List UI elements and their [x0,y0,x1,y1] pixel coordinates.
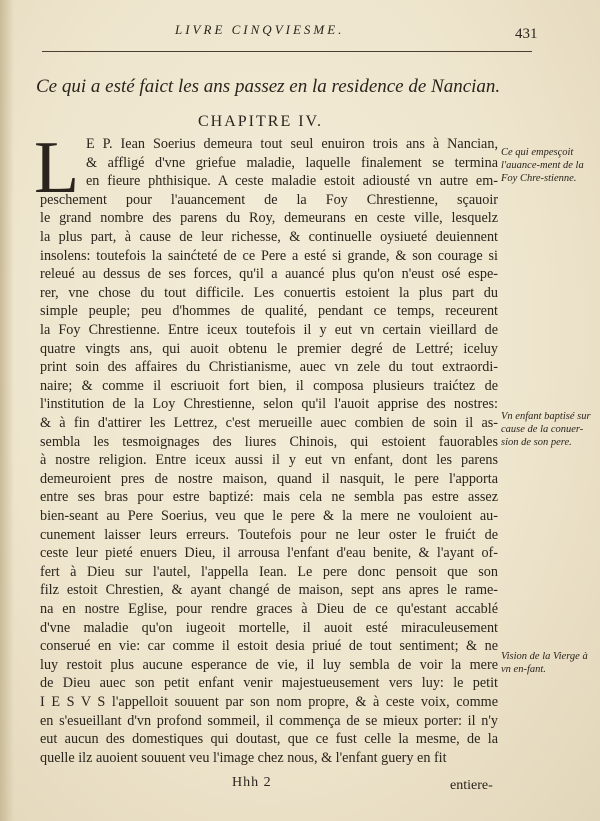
body-line: demeuroient pres de nostre maison, quand il nasquit, le pere l'apporta [40,470,498,487]
body-line: peschement pour l'auancement de la Foy Chrestienne, sçauoir [40,191,498,208]
drop-cap: L [34,127,80,209]
body-line: naire; & comme il escriuoit fort bien, il composa plusieurs traićtez de [40,377,498,394]
page-gutter-shadow [0,0,14,821]
body-line: & affligé d'vne griefue maladie, laquelle finalement se termina [86,154,498,171]
body-line: rer, vne chose du tout difficile. Les conuertis estoient la plus part du [40,284,498,301]
catchword: entiere- [450,778,493,793]
body-line: fert à Dieu sur l'autel, l'appella Iean. Le pere donc pensoit que son [40,563,498,580]
body-line: quelle ilz auoient souuent veu l'image chez nous, & l'enfant guery en fit [40,749,447,766]
body-line: cunement laisser leurs erreurs. Toutefois pour ne leur oster le fruićt de [40,526,498,543]
body-line: eut aucun des domestiques qui doutast, que ce fust celle la mesme, de la [40,731,498,748]
body-line: l'institution de la Loy Chrestienne, selon qu'il l'auoit apprise des nostres: [40,396,498,413]
chapter-summary: Ce qui a esté faict les ans passez en la residence de Nancian. [36,76,501,97]
body-line: E P. Iean Soerius demeura tout seul enuiron trois ans à Nancian, [86,136,498,152]
running-head: LIVRE CINQVIESME. [175,22,345,37]
body-line: print soin des affaires du Christianisme, auec vn zele du tout extraordi- [40,359,498,376]
body-line: à nostre religion. Entre iceux aussi il y eut vn enfant, dont les parens [40,452,498,469]
body-line: luy restoit plus aucune esperance de vie, il luy sembla de voir la mere [40,656,498,673]
body-line: I E S V S l'appelloit souuent par son nom propre, & à ceste voix, comme [40,694,498,710]
margin-note: Vision de la Vierge à vn en-fant. [501,651,588,675]
body-line: na en nostre Eglise, pour rendre graces à Dieu de ce qu'estant accablé [40,601,498,617]
page-number: 431 [515,26,538,42]
body-line: la plus part, à cause de leur richesse, & continuelle oysiueté deuiennent [40,229,498,245]
body-line: insolens: toutefois la sainćteté de ce Pere a esté si grande, & son courage si [40,247,498,264]
signature-mark: Hhh 2 [232,775,272,790]
body-line: entre ses bras pour estre baptizé: mais cela ne sembla pas estre assez [40,489,498,506]
body-line: quatre vingts ans, qui auoit obtenu le premier degré de Lettré; iceluy [40,340,498,357]
body-line: & à fin d'attirer les Lettrez, c'est merueille auec combien de soin il as- [40,415,498,431]
body-line: filz estoit Chrestien, & ayant changé de maison, sept ans apres le rame- [40,582,498,599]
chapter-title: CHAPITRE IV. [198,113,324,130]
body-line: bien-seant au Pere Soerius, veu que le pere & la mere ne vouloient au- [40,508,498,524]
body-line: releué au dessus de ses forces, qu'il a auancé plus qu'on n'eust osé espe- [40,266,498,283]
body-line: sembla les tesmoignages des liures Chinois, qui estoient fauorables [40,433,498,450]
body-line: de Dieu auec son petit enfant venir majestueusement vers luy: le petit [40,675,498,692]
margin-note: Ce qui empesçoit l'auance-ment de la Foy Chre-stienne. [501,147,584,184]
body-line: en s'esueillant d'vn profond sommeil, il commença de se mieux porter: il n'y [40,712,498,729]
body-line: en fieure phthisique. A ceste maladie estoit adiousté vn autre em- [86,173,498,190]
body-line: ceste leur pieté enuers Dieu, il arrousa l'enfant d'eau benite, & l'ayant of- [40,545,498,562]
header-rule [42,51,532,52]
margin-note: Vn enfant baptisé sur cause de la conuer-sion de son pere. [501,411,591,448]
body-line: conserué en vie: car comme il estoit desia priué de tout sentiment; & ne [40,638,498,655]
body-line: d'vne maladie qu'on iugeoit mortelle, il auoit esté miraculeusement [40,619,498,636]
body-line: la Foy Chrestienne. Entre iceux toutefois il y eut vn certain vieillard de [40,322,498,338]
body-line: simple peuple; peu d'hommes de qualité, pendant ce temps, receurent [40,303,498,320]
body-line: le grand nombre des parens du Roy, demeurans en ceste ville, lesquelz [40,210,498,227]
